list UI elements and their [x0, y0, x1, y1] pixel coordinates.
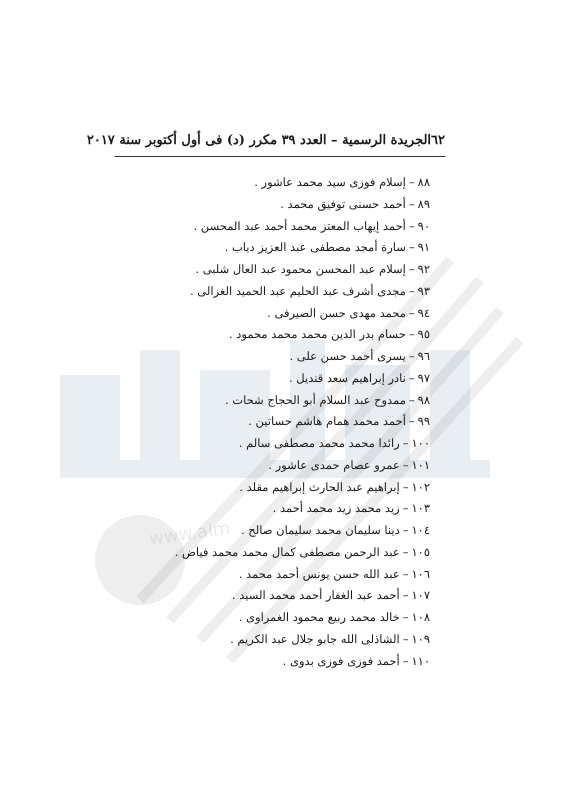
list-item: ١١٠–أحمد فوزى فوزى بدوى . — [282, 653, 430, 668]
list-item: ١٠٩–الشاذلى الله جابو جلال عبد الكريم . — [230, 631, 430, 646]
names-list — [130, 172, 430, 672]
list-item: ٩٣–مجدى أشرف عبد الحليم عبد الحميد الغزالى . — [189, 283, 430, 298]
list-item: ١٠٤–دينا سليمان محمد سليمان صالح . — [241, 523, 430, 537]
list-item: ١٠٥–عبد الرحمن مصطفى كمال محمد محمد فياض . — [174, 544, 430, 559]
list-item: ٩٠–أحمد إيهاب المعتز محمد أحمد عبد المحسن . — [193, 218, 430, 233]
list-item: ٨٩–أحمد حسنى توفيق محمد . — [280, 196, 430, 211]
list-item: ٩٨–ممدوح عبد السلام أبو الحجاج شحات . — [224, 392, 430, 407]
list-item: ١٠٦–عبد الله حسن يونس أحمد محمد . — [238, 566, 430, 581]
list-item: ٩٩–أحمد محمد همام هاشم حساتين . — [248, 414, 430, 429]
list-item: ١٠٠–رائدا محمد محمد مصطفى سالم . — [238, 436, 430, 450]
list-item: ٩٥–حسام بدر الدين محمد محمد محمود . — [228, 327, 430, 342]
list-item: ١٠٧–أحمد عبد الغفار أحمد محمد السيد . — [231, 588, 430, 603]
list-item: ٩٧–نادر إبراهيم سعد قنديل . — [288, 370, 430, 385]
list-item: ٨٨–إسلام فوزى سيد محمد عاشور . — [254, 175, 430, 189]
header-divider — [115, 156, 445, 157]
header-title: الجريدة الرسمية – العدد ٣٩ مكرر (د) فى أول أكتوبر سنة ٢٠١٧ — [86, 133, 432, 148]
list-item: ١٠١–عمرو عصام حمدى عاشور . — [268, 457, 430, 472]
page-number: ٦٢ — [431, 133, 445, 148]
list-item: ١٠٢–إبراهيم عبد الحارث إبراهيم مقلد . — [239, 479, 430, 494]
list-item: ٩١–سارة أمجد مصطفى عبد العزيز دياب . — [224, 240, 430, 255]
svg-text:www.alm: www.alm — [147, 517, 232, 550]
list-item: ٩٢–إسلام عبد المحسن محمود عبد العال شلبى . — [195, 262, 430, 276]
list-item: ٩٦–يسرى أحمد حسن على . — [289, 349, 430, 363]
list-item: ١٠٣–زيد محمد زيد محمد أحمد . — [272, 501, 430, 516]
page-header — [86, 133, 445, 148]
list-item: ٩٤–محمد مهدى حسن الصيرفى . — [267, 305, 430, 320]
list-item: ١٠٨–خالد محمد ربيع محمود الغمراوى . — [238, 610, 430, 624]
